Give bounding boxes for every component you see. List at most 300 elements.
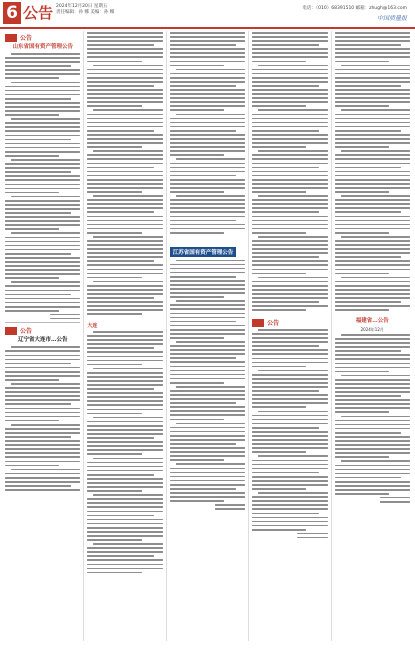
text-line: [170, 264, 245, 266]
text-line: [87, 396, 162, 398]
text-line: [11, 469, 80, 471]
text-line: [170, 272, 245, 274]
text-line: [252, 191, 306, 193]
notice-body: [5, 53, 80, 312]
text-line: [335, 175, 410, 177]
divider: [5, 322, 80, 323]
text-line: [252, 378, 327, 380]
text-line: [170, 333, 245, 335]
text-line: [50, 318, 80, 320]
text-line: [252, 488, 306, 490]
text-line: [87, 433, 162, 435]
text-line: [87, 158, 162, 160]
text-line: [170, 468, 245, 470]
text-line: [5, 371, 80, 373]
text-line: [5, 228, 59, 230]
text-line: [252, 81, 327, 83]
text-line: [5, 245, 80, 247]
text-line: [215, 508, 245, 510]
text-line: [252, 443, 327, 445]
text-line: [5, 461, 80, 463]
text-line: [258, 236, 327, 238]
text-line: [252, 333, 327, 335]
text-line: [170, 280, 245, 282]
text-line: [252, 480, 327, 482]
text-line: [252, 118, 327, 120]
text-line: [252, 138, 327, 140]
text-line: [297, 533, 327, 535]
text-line: [170, 142, 245, 144]
text-line: [5, 265, 80, 267]
text-line: [87, 167, 153, 169]
text-line: [252, 105, 306, 107]
text-line: [252, 260, 327, 262]
text-line: [335, 32, 410, 34]
text-line: [335, 36, 410, 38]
text-line: [87, 32, 162, 34]
text-line: [93, 236, 162, 238]
text-line: [335, 399, 410, 401]
text-line: [170, 89, 245, 91]
text-line: [87, 240, 162, 242]
section-title: 公告: [23, 4, 54, 22]
text-line: [87, 277, 141, 279]
text-line: [87, 293, 162, 295]
text-line: [87, 478, 162, 480]
text-line: [87, 301, 162, 303]
text-line: [335, 73, 410, 75]
text-line: [335, 220, 410, 222]
text-line: [170, 65, 224, 67]
text-line: [170, 419, 224, 421]
text-line: [252, 126, 327, 128]
text-line: [335, 395, 401, 397]
notice-title: 福建省…公告: [355, 318, 389, 324]
text-line: [335, 93, 410, 95]
text-line: [176, 158, 245, 160]
text-line: [252, 142, 327, 144]
text-line: [5, 155, 59, 157]
text-line: [170, 85, 236, 87]
column-3: [170, 31, 245, 641]
text-line: [252, 93, 327, 95]
text-line: [87, 256, 162, 258]
text-line: [252, 281, 327, 283]
text-line: [93, 543, 162, 545]
text-line: [5, 114, 59, 116]
text-line: [5, 106, 80, 108]
text-line: [5, 432, 80, 434]
text-line: [335, 305, 410, 307]
text-line: [87, 555, 153, 557]
text-line: [252, 158, 327, 160]
text-line: [87, 539, 141, 541]
text-line: [93, 368, 162, 370]
text-line: [5, 171, 71, 173]
text-line: [87, 511, 162, 513]
text-line: [170, 146, 245, 148]
text-line: [170, 345, 245, 347]
banner-title: 公告: [20, 328, 33, 336]
text-line: [252, 435, 327, 437]
text-line: [170, 353, 245, 355]
text-line: [170, 443, 236, 445]
text-line: [252, 419, 327, 421]
text-line: [5, 61, 80, 63]
text-line: [5, 273, 80, 275]
text-line: [335, 126, 410, 128]
text-line: [335, 436, 410, 438]
text-line: [5, 167, 80, 169]
text-line: [170, 488, 236, 490]
text-line: [5, 65, 71, 67]
text-line: [252, 32, 327, 34]
text-line: [335, 224, 410, 226]
text-line: [87, 224, 162, 226]
text-line: [258, 329, 327, 331]
text-line: [87, 122, 162, 124]
text-line: [5, 253, 71, 255]
text-line: [252, 390, 318, 392]
text-line: [252, 232, 306, 234]
text-line: [87, 335, 162, 337]
text-line: [170, 284, 245, 286]
text-line: [5, 359, 80, 361]
text-line: [5, 110, 80, 112]
text-line: [87, 252, 162, 254]
text-line: [5, 485, 71, 487]
text-line: [252, 504, 327, 506]
notice-body: [335, 334, 410, 495]
text-line: [170, 36, 245, 38]
text-line: [170, 118, 245, 120]
text-line: [87, 101, 162, 103]
text-line: [335, 232, 389, 234]
text-line: [5, 90, 80, 92]
text-line: [252, 269, 327, 271]
text-line: [170, 101, 245, 103]
text-line: [87, 187, 162, 189]
column-2: [87, 31, 162, 641]
text-line: [87, 486, 162, 488]
text-line: [252, 394, 327, 396]
text-line: [170, 366, 245, 368]
text-line: [170, 138, 245, 140]
text-line: [5, 298, 80, 300]
text-line: [5, 69, 80, 71]
text-line: [170, 292, 245, 294]
text-line: [335, 411, 389, 413]
notice-title: 辽宁省大连市…公告: [17, 337, 68, 344]
text-line: [87, 445, 162, 447]
text-line: [5, 448, 80, 450]
text-line: [335, 40, 410, 42]
text-line: [87, 244, 162, 246]
text-line: [87, 425, 162, 427]
text-line: [258, 277, 327, 279]
text-line: [170, 447, 245, 449]
text-line: [5, 428, 80, 430]
column-separator: [248, 31, 249, 641]
text-line: [93, 458, 162, 460]
text-line: [335, 493, 389, 495]
text-line: [5, 456, 80, 458]
text-line: [170, 216, 245, 218]
text-line: [87, 441, 162, 443]
text-line: [87, 364, 141, 366]
text-line: [335, 444, 410, 446]
text-line: [5, 269, 80, 271]
text-line: [252, 175, 327, 177]
text-line: [335, 432, 401, 434]
text-line: [87, 547, 162, 549]
text-line: [341, 236, 410, 238]
text-line: [170, 296, 224, 298]
text-line: [258, 455, 327, 457]
text-line: [335, 289, 410, 291]
text-line: [335, 228, 410, 230]
text-line: [335, 309, 389, 311]
text-line: [335, 285, 410, 287]
text-line: [335, 203, 410, 205]
text-line: [252, 73, 327, 75]
text-line: [335, 101, 410, 103]
text-line: [87, 114, 162, 116]
text-line: [335, 48, 410, 50]
text-line: [341, 460, 410, 462]
text-line: [5, 489, 80, 491]
text-line: [170, 130, 236, 132]
text-line: [87, 437, 153, 439]
text-line: [170, 122, 245, 124]
text-line: [335, 338, 410, 340]
text-line: [341, 65, 410, 67]
text-line: [5, 77, 59, 79]
text-line: [93, 195, 162, 197]
text-line: [252, 48, 327, 50]
text-line: [5, 57, 80, 59]
text-line: [87, 44, 153, 46]
text-line: [170, 357, 236, 359]
text-line: [335, 363, 410, 365]
text-line: [335, 424, 410, 426]
text-line: [170, 81, 245, 83]
text-line: [87, 273, 162, 275]
text-line: [335, 391, 410, 393]
text-line: [87, 264, 162, 266]
text-line: [252, 216, 327, 218]
text-line: [335, 420, 410, 422]
text-line: [335, 379, 410, 381]
text-line: [335, 301, 401, 303]
text-line: [335, 248, 410, 250]
text-line: [252, 301, 318, 303]
text-line: [5, 188, 80, 190]
text-line: [87, 313, 141, 315]
text-line: [335, 105, 389, 107]
text-line: [252, 130, 318, 132]
banner-title: 公告: [20, 35, 33, 42]
text-line: [170, 472, 245, 474]
text-line: [252, 220, 327, 222]
text-line: [252, 345, 318, 347]
article-body: [87, 32, 162, 315]
spacer: [335, 311, 410, 316]
text-line: [170, 321, 236, 323]
text-line: [252, 114, 327, 116]
banner-bar: [5, 327, 17, 335]
text-line: [170, 288, 245, 290]
text-line: [252, 36, 327, 38]
text-line: [87, 498, 162, 500]
text-line: [170, 361, 245, 363]
text-line: [252, 529, 306, 531]
section-banner: [5, 33, 80, 42]
text-line: [252, 460, 327, 462]
text-line: [170, 134, 245, 136]
text-line: [170, 44, 236, 46]
text-line: [11, 424, 80, 426]
text-line: [170, 163, 245, 165]
text-line: [5, 200, 80, 202]
text-line: [252, 89, 327, 91]
text-line: [176, 260, 245, 262]
text-line: [335, 440, 410, 442]
banner-bar: [5, 34, 17, 42]
text-line: [335, 118, 410, 120]
text-line: [252, 211, 318, 213]
text-line: [258, 65, 327, 67]
notice-body: [252, 329, 327, 531]
text-line: [335, 403, 410, 405]
text-line: [335, 142, 410, 144]
text-line: [5, 403, 71, 405]
text-line: [87, 429, 162, 431]
spacer: [87, 315, 162, 320]
text-line: [252, 525, 327, 527]
text-line: [252, 228, 327, 230]
text-line: [252, 285, 327, 287]
text-line: [87, 527, 162, 529]
text-line: [170, 374, 245, 376]
text-line: [87, 105, 141, 107]
text-line: [335, 167, 401, 169]
text-line: [5, 391, 80, 393]
text-line: [258, 109, 327, 111]
text-line: [170, 329, 245, 331]
text-line: [341, 109, 410, 111]
text-line: [252, 240, 327, 242]
text-line: [252, 203, 327, 205]
text-line: [5, 98, 71, 100]
text-line: [335, 407, 410, 409]
notice-body: [5, 346, 80, 490]
text-line: [252, 447, 327, 449]
text-line: [170, 179, 245, 181]
text-line: [252, 305, 327, 307]
text-line: [87, 421, 162, 423]
text-line: [252, 451, 306, 453]
text-line: [335, 264, 410, 266]
text-line: [5, 420, 59, 422]
text-line: [335, 44, 401, 46]
text-line: [170, 56, 245, 58]
text-line: [170, 224, 245, 226]
text-line: [170, 105, 245, 107]
text-line: [93, 331, 162, 333]
text-line: [87, 69, 162, 71]
text-line: [335, 187, 410, 189]
text-line: [5, 237, 80, 239]
text-line: [252, 349, 327, 351]
text-line: [170, 126, 245, 128]
text-line: [87, 404, 162, 406]
text-line: [87, 339, 162, 341]
text-line: [252, 167, 318, 169]
text-line: [5, 285, 80, 287]
text-line: [170, 77, 245, 79]
text-line: [341, 416, 410, 418]
text-line: [5, 379, 59, 381]
text-line: [252, 521, 327, 523]
text-line: [5, 139, 71, 141]
text-line: [170, 308, 245, 310]
text-line: [335, 97, 410, 99]
text-line: [87, 77, 162, 79]
text-line: [335, 260, 410, 262]
text-line: [335, 452, 410, 454]
text-line: [87, 409, 162, 411]
text-line: [170, 183, 245, 185]
text-line: [170, 398, 245, 400]
text-line: [87, 535, 162, 537]
text-line: [5, 130, 80, 132]
text-line: [87, 413, 141, 415]
text-line: [335, 81, 410, 83]
text-line: [87, 392, 162, 394]
text-line: [170, 410, 245, 412]
text-line: [335, 130, 401, 132]
text-line: [252, 513, 318, 515]
text-line: [170, 313, 245, 315]
text-line: [252, 179, 327, 181]
text-line: [252, 122, 327, 124]
text-line: [5, 481, 80, 483]
text-line: [252, 468, 327, 470]
text-line: [87, 572, 141, 574]
text-line: [380, 497, 410, 499]
text-line: [170, 435, 245, 437]
header-date: 2024年12月20日 星期五: [56, 4, 108, 9]
header-editors: 责任编辑：孙 娜 美编：孙 娜: [56, 10, 115, 15]
text-line: [87, 175, 162, 177]
notice-title: 山东省国有资产管理公告: [12, 44, 73, 50]
text-line: [170, 427, 245, 429]
text-line: [170, 199, 245, 201]
text-line: [87, 73, 162, 75]
text-line: [5, 192, 59, 194]
text-line: [335, 481, 410, 483]
text-line: [335, 489, 410, 491]
text-line: [170, 402, 236, 404]
text-line: [50, 314, 80, 316]
text-line: [252, 464, 327, 466]
text-line: [170, 304, 245, 306]
text-line: [341, 195, 410, 197]
text-line: [335, 69, 410, 71]
text-line: [5, 257, 80, 259]
text-line: [5, 122, 80, 124]
